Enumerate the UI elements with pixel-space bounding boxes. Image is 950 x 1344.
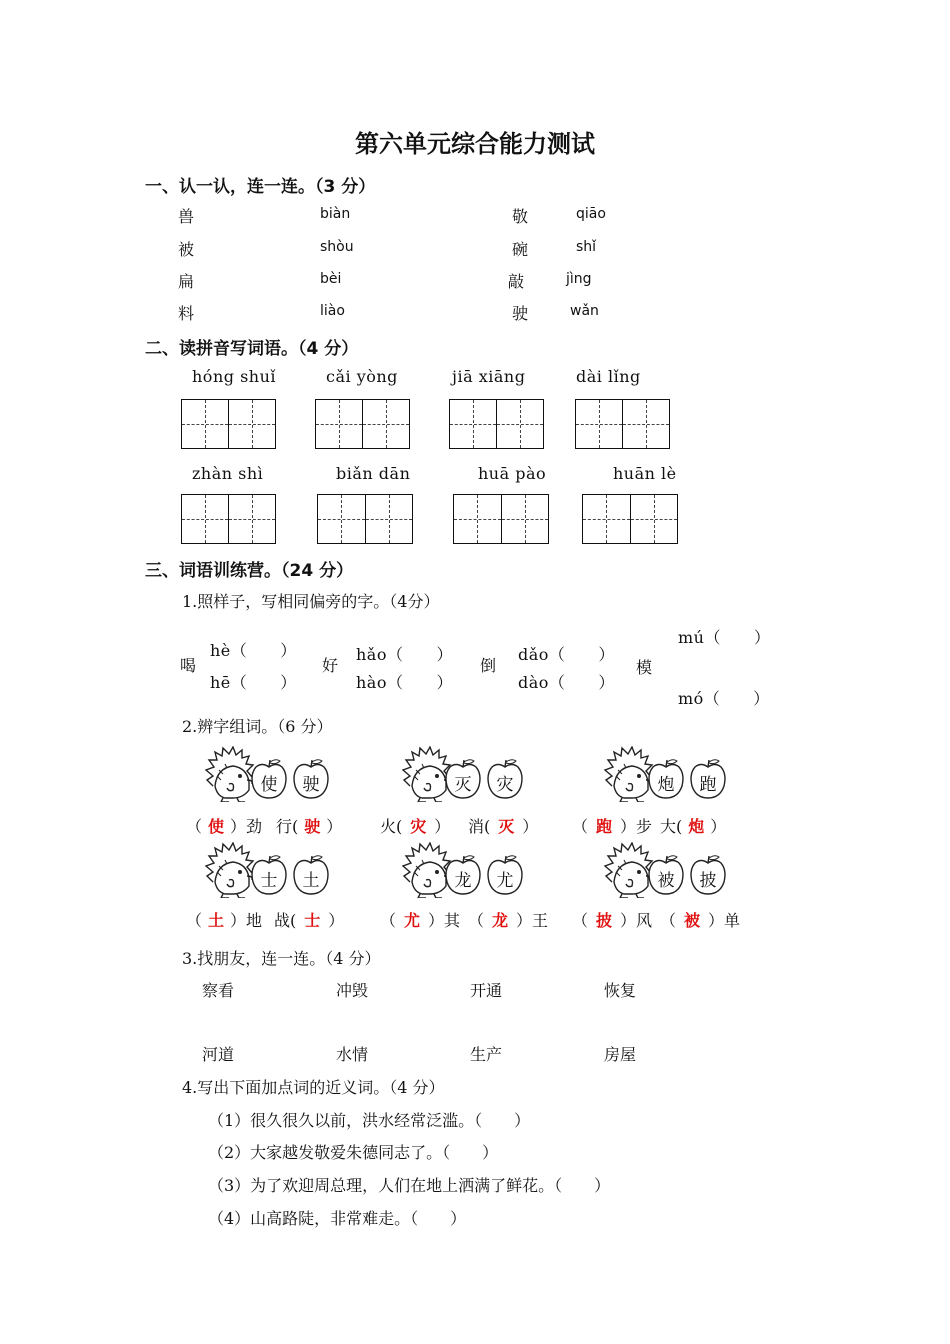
apple-char: 尤 <box>496 871 514 891</box>
q2-title: 2.辨字组词。（6 分） <box>182 717 333 736</box>
apple-icon <box>292 854 330 896</box>
word-fill: （ 使 ）劲 <box>186 817 263 836</box>
synonym-item[interactable]: （4）山高路陡，非常难走。（ ） <box>208 1209 467 1228</box>
s1-left-pinyin: shòu <box>320 239 354 255</box>
apple-icon <box>444 758 482 800</box>
apple-icon <box>689 758 727 800</box>
section-2-heading: 二、读拼音写词语。（4 分） <box>145 339 359 359</box>
match-word[interactable]: 恢复 <box>604 981 637 1000</box>
answer-char: 士 <box>304 911 321 930</box>
s1-right-pinyin: jìng <box>566 271 592 287</box>
word-fill: （ 跑 ）步 <box>572 817 653 836</box>
pinyin-blank[interactable]: hè（ ） <box>210 641 297 660</box>
pinyin-blank[interactable]: hǎo（ ） <box>356 645 453 664</box>
apple-icon <box>486 758 524 800</box>
apple-char: 披 <box>699 871 717 891</box>
writing-grid[interactable] <box>575 399 670 449</box>
writing-grid[interactable] <box>315 399 410 449</box>
apple-icon <box>250 854 288 896</box>
hedgehog-icon <box>203 746 255 802</box>
pinyin-prompt: hóng shuǐ <box>192 367 277 386</box>
s1-left-char: 被 <box>178 240 195 259</box>
pinyin-blank[interactable]: dào（ ） <box>518 673 615 692</box>
answer-char: 灾 <box>410 817 427 836</box>
s1-right-pinyin: wǎn <box>570 303 599 319</box>
match-word[interactable]: 房屋 <box>604 1045 637 1064</box>
answer-char: 龙 <box>492 911 509 930</box>
pinyin-blank[interactable]: mú（ ） <box>678 628 771 647</box>
answer-char: 驶 <box>304 817 321 836</box>
answer-char: 炮 <box>688 817 705 836</box>
section-1-heading: 一、认一认，连一连。（3 分） <box>145 177 376 197</box>
match-word[interactable]: 冲毁 <box>336 981 369 1000</box>
hedgehog-icon <box>203 842 255 898</box>
s1-left-pinyin: liào <box>320 303 345 319</box>
apple-char: 灭 <box>454 775 472 795</box>
radical-char: 喝 <box>180 656 197 675</box>
s1-left-pinyin: biàn <box>320 206 351 222</box>
writing-grid[interactable] <box>317 494 413 544</box>
word-fill: （ 尤 ）其 <box>380 911 461 930</box>
apple-icon <box>647 758 685 800</box>
word-fill: 大( 炮 ） <box>660 817 727 836</box>
apple-char: 龙 <box>454 871 472 891</box>
writing-grid[interactable] <box>181 399 276 449</box>
pinyin-blank[interactable]: mó（ ） <box>678 689 770 708</box>
apple-icon <box>250 758 288 800</box>
answer-char: 尤 <box>404 911 421 930</box>
radical-char: 模 <box>636 658 653 677</box>
answer-char: 披 <box>596 911 613 930</box>
radical-char: 好 <box>322 656 339 675</box>
word-fill: 消( 灭 ） <box>468 817 539 836</box>
answer-char: 被 <box>684 911 701 930</box>
q1-title: 1.照样子，写相同偏旁的字。（4分） <box>182 592 440 611</box>
pinyin-prompt: huā pào <box>478 464 547 483</box>
apple-icon <box>486 854 524 896</box>
radical-char: 倒 <box>480 656 497 675</box>
word-fill: 战( 士 ） <box>274 911 345 930</box>
s1-left-char: 兽 <box>178 207 195 226</box>
writing-grid[interactable] <box>181 494 276 544</box>
page-title: 第六单元综合能力测试 <box>355 130 595 158</box>
synonym-item[interactable]: （2）大家越发敬爱朱德同志了。（ ） <box>208 1143 499 1162</box>
apple-icon <box>444 854 482 896</box>
pinyin-prompt: dài lǐng <box>576 367 641 386</box>
writing-grid[interactable] <box>449 399 544 449</box>
s1-left-char: 扁 <box>178 272 195 291</box>
match-word[interactable]: 生产 <box>470 1045 503 1064</box>
s1-right-pinyin: shǐ <box>576 239 597 255</box>
word-fill: 行( 驶 ） <box>276 817 343 836</box>
word-fill: （ 龙 ）王 <box>468 911 549 930</box>
s1-left-char: 料 <box>178 304 195 323</box>
pinyin-prompt: cǎi yòng <box>326 367 398 386</box>
word-fill: 火( 灾 ） <box>380 817 451 836</box>
q4-title: 4.写出下面加点词的近义词。（4 分） <box>182 1078 445 1097</box>
s1-right-char: 敲 <box>508 272 525 291</box>
match-word[interactable]: 开通 <box>470 981 503 1000</box>
word-fill: （ 土 ）地 <box>186 911 263 930</box>
pinyin-blank[interactable]: hào（ ） <box>356 673 453 692</box>
apple-char: 使 <box>260 775 278 795</box>
s1-right-pinyin: qiāo <box>576 206 606 222</box>
pinyin-prompt: huān lè <box>613 464 677 483</box>
pinyin-prompt: zhàn shì <box>192 464 264 483</box>
writing-grid[interactable] <box>453 494 549 544</box>
match-word[interactable]: 察看 <box>202 981 235 1000</box>
pinyin-prompt: biǎn dān <box>336 464 411 483</box>
s1-right-char: 驶 <box>512 304 529 323</box>
word-fill: （ 被 ）单 <box>660 911 741 930</box>
answer-char: 灭 <box>498 817 515 836</box>
apple-char: 驶 <box>302 775 320 795</box>
match-word[interactable]: 水情 <box>336 1045 369 1064</box>
match-word[interactable]: 河道 <box>202 1045 235 1064</box>
writing-grid[interactable] <box>582 494 678 544</box>
s1-right-char: 碗 <box>512 240 529 259</box>
synonym-item[interactable]: （3）为了欢迎周总理，人们在地上洒满了鲜花。（ ） <box>208 1176 611 1195</box>
apple-char: 士 <box>260 871 278 891</box>
pinyin-blank[interactable]: dǎo（ ） <box>518 645 615 664</box>
apple-char: 被 <box>657 871 675 891</box>
apple-char: 跑 <box>699 775 717 795</box>
s1-left-pinyin: bèi <box>320 271 342 287</box>
apple-char: 炮 <box>657 775 675 795</box>
section-3-heading: 三、词语训练营。（24 分） <box>145 561 354 581</box>
q3-title: 3.找朋友，连一连。（4 分） <box>182 949 381 968</box>
apple-icon <box>292 758 330 800</box>
apple-icon <box>647 854 685 896</box>
s1-right-char: 敬 <box>512 207 529 226</box>
apple-char: 灾 <box>496 775 514 795</box>
pinyin-blank[interactable]: hē（ ） <box>210 673 297 692</box>
answer-char: 土 <box>208 911 225 930</box>
pinyin-prompt: jiā xiāng <box>452 367 526 386</box>
apple-icon <box>689 854 727 896</box>
answer-char: 使 <box>208 817 225 836</box>
word-fill: （ 披 ）风 <box>572 911 653 930</box>
answer-char: 跑 <box>596 817 613 836</box>
synonym-item[interactable]: （1）很久很久以前，洪水经常泛滥。（ ） <box>208 1111 531 1130</box>
apple-char: 土 <box>302 871 320 891</box>
